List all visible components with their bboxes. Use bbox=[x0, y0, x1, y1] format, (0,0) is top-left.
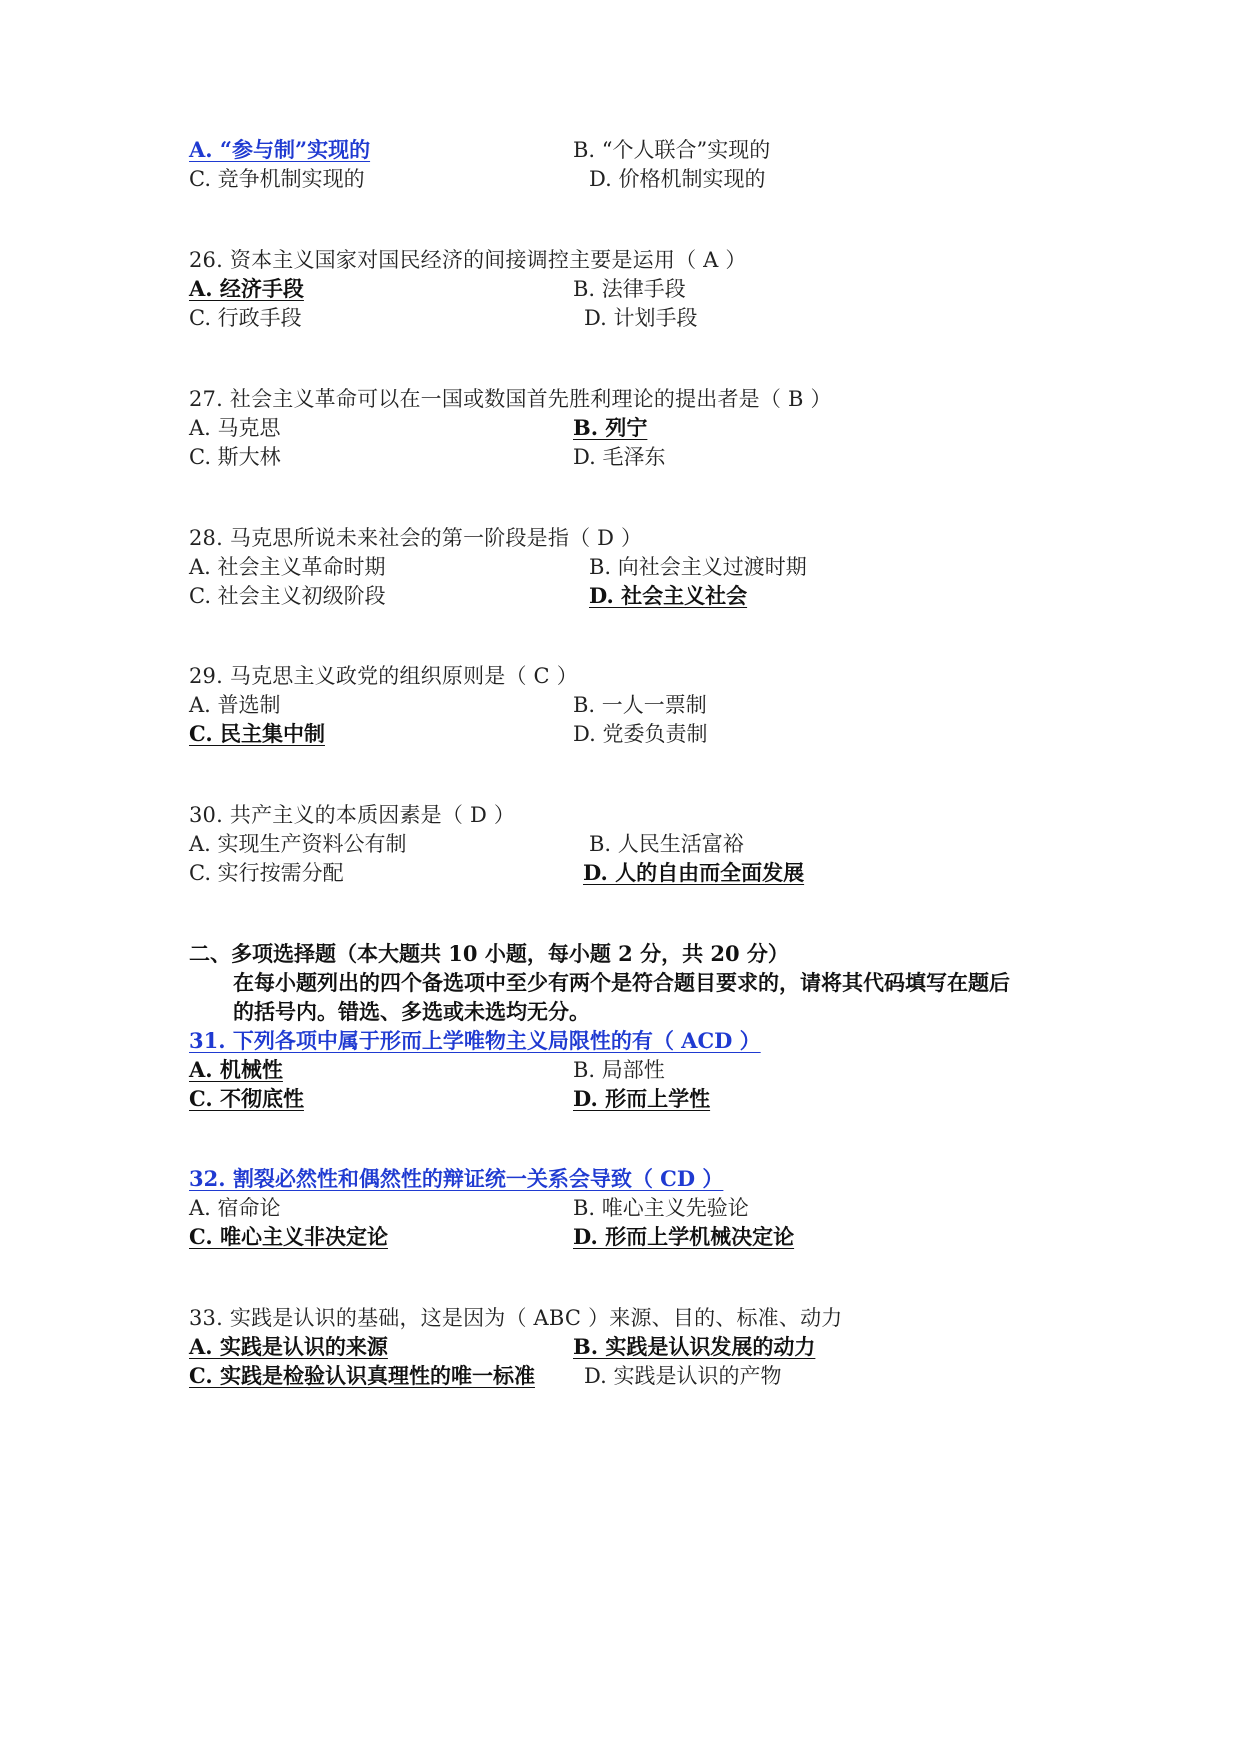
section-instructions-line1: 在每小题列出的四个备选项中至少有两个是符合题目要求的，请将其代码填写在题后 bbox=[233, 970, 1010, 995]
q30-option-b: B. 人民生活富裕 bbox=[589, 832, 744, 856]
q31-option-d: D. 形而上学性 bbox=[573, 1086, 711, 1111]
q28-option-a: A. 社会主义革命时期 bbox=[189, 555, 386, 579]
q27-stem: 27. 社会主义革命可以在一国或数国首先胜利理论的提出者是（ B ） bbox=[189, 387, 832, 411]
q29-stem: 29. 马克思主义政党的组织原则是（ C ） bbox=[189, 664, 578, 688]
q26-option-d: D. 计划手段 bbox=[584, 306, 698, 330]
q26-option-a: A. 经济手段 bbox=[189, 276, 304, 301]
q33-stem: 33. 实践是认识的基础，这是因为（ ABC ）来源、目的、标准、动力 bbox=[189, 1306, 843, 1330]
q30-option-a: A. 实现生产资料公有制 bbox=[189, 832, 407, 856]
q32-option-d: D. 形而上学机械决定论 bbox=[573, 1224, 795, 1249]
q25-option-b: B. “个人联合”实现的 bbox=[573, 138, 771, 162]
q27-option-d: D. 毛泽东 bbox=[573, 445, 666, 469]
q27-option-a: A. 马克思 bbox=[189, 416, 281, 440]
q26-option-b: B. 法律手段 bbox=[573, 277, 686, 301]
q30-option-c: C. 实行按需分配 bbox=[189, 861, 344, 885]
q28-option-c: C. 社会主义初级阶段 bbox=[189, 584, 386, 608]
q31-option-a: A. 机械性 bbox=[189, 1057, 283, 1082]
q27-option-b: B. 列宁 bbox=[573, 415, 648, 440]
q30-option-d: D. 人的自由而全面发展 bbox=[583, 860, 805, 885]
q32-stem: 32. 割裂必然性和偶然性的辩证统一关系会导致（ CD ） bbox=[189, 1166, 724, 1191]
q28-option-d: D. 社会主义社会 bbox=[589, 583, 748, 608]
q27-option-c: C. 斯大林 bbox=[189, 445, 281, 469]
q32-option-a: A. 宿命论 bbox=[189, 1196, 281, 1220]
q28-stem: 28. 马克思所说未来社会的第一阶段是指（ D ） bbox=[189, 526, 643, 550]
q33-option-c: C. 实践是检验认识真理性的唯一标准 bbox=[189, 1363, 535, 1388]
q29-option-c: C. 民主集中制 bbox=[189, 721, 325, 746]
q31-option-b: B. 局部性 bbox=[573, 1058, 665, 1082]
q26-stem: 26. 资本主义国家对国民经济的间接调控主要是运用（ A ） bbox=[189, 248, 747, 272]
q32-option-b: B. 唯心主义先验论 bbox=[573, 1196, 749, 1220]
q29-option-b: B. 一人一票制 bbox=[573, 693, 707, 717]
q31-stem: 31. 下列各项中属于形而上学唯物主义局限性的有（ ACD ） bbox=[189, 1028, 761, 1053]
q32-option-c: C. 唯心主义非决定论 bbox=[189, 1224, 388, 1249]
q31-option-c: C. 不彻底性 bbox=[189, 1086, 304, 1111]
q29-option-a: A. 普选制 bbox=[189, 693, 281, 717]
q29-option-d: D. 党委负责制 bbox=[573, 722, 708, 746]
q28-option-b: B. 向社会主义过渡时期 bbox=[589, 555, 807, 579]
q33-option-b: B. 实践是认识发展的动力 bbox=[573, 1334, 816, 1359]
q25-option-c: C. 竞争机制实现的 bbox=[189, 167, 365, 191]
q26-option-c: C. 行政手段 bbox=[189, 306, 302, 330]
section-instructions-line2: 的括号内。错选、多选或未选均无分。 bbox=[233, 999, 590, 1024]
q33-option-d: D. 实践是认识的产物 bbox=[584, 1364, 782, 1388]
q30-stem: 30. 共产主义的本质因素是（ D ） bbox=[189, 803, 516, 827]
q25-option-d: D. 价格机制实现的 bbox=[589, 167, 766, 191]
section-title: 二、多项选择题（本大题共 10 小题，每小题 2 分，共 20 分） bbox=[189, 941, 789, 966]
q25-option-a: A. “参与制”实现的 bbox=[189, 137, 371, 162]
q33-option-a: A. 实践是认识的来源 bbox=[189, 1334, 388, 1359]
